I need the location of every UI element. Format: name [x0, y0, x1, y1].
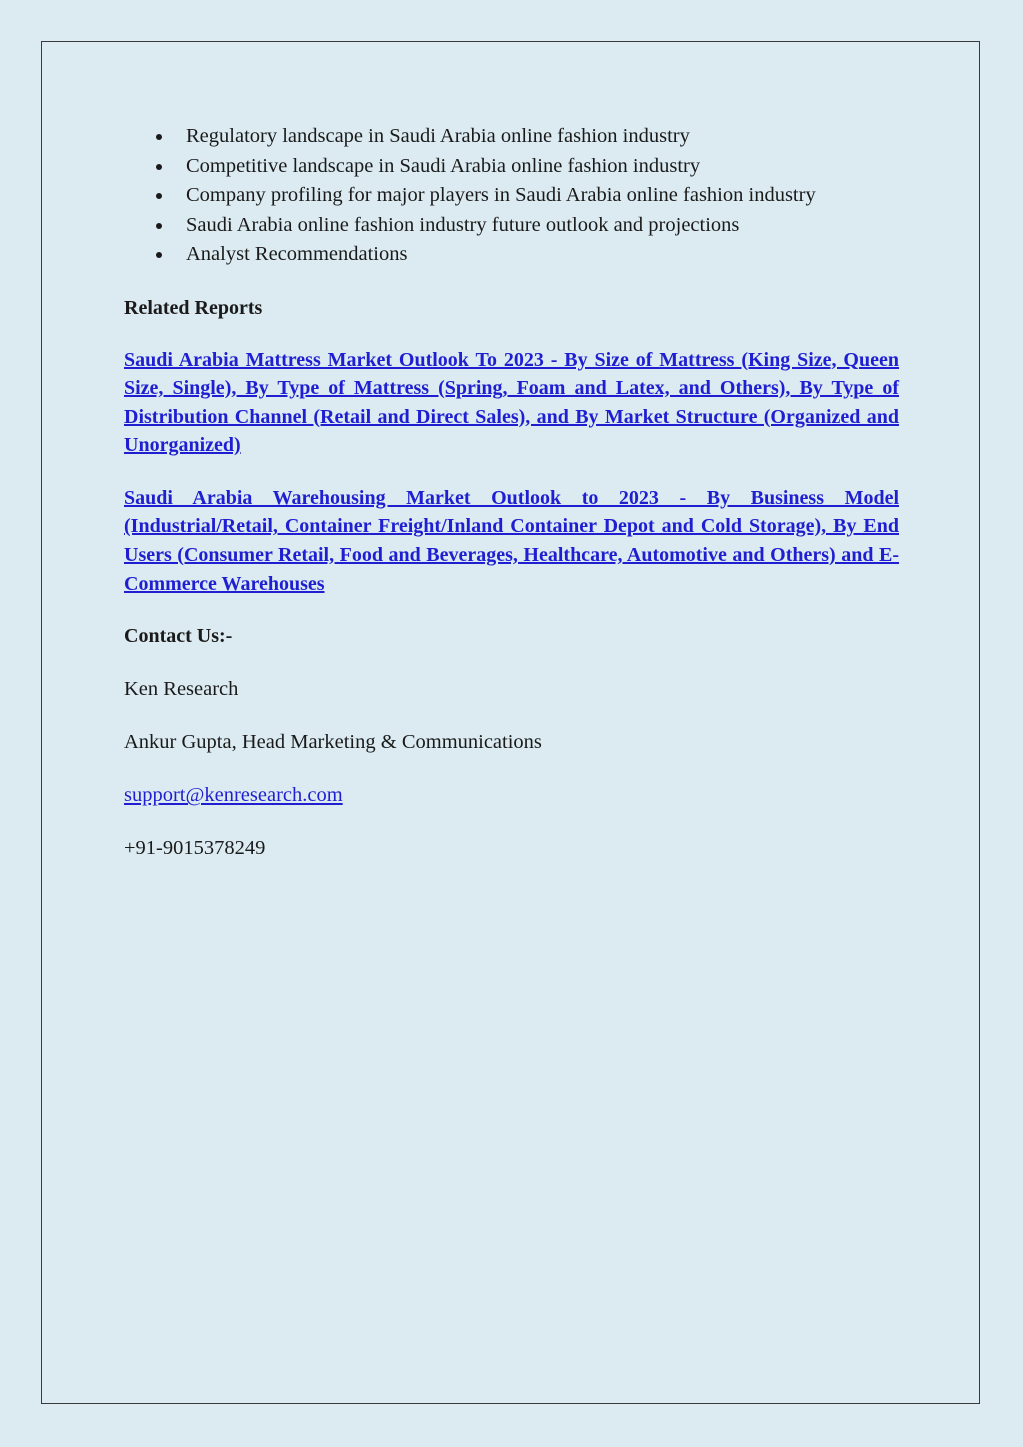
- bullet-dot-icon: [156, 252, 162, 258]
- report-link-mattress[interactable]: Saudi Arabia Mattress Market Outlook To 2023 - By Size of Mattress (King Size, Queen Size, Single), By Type of Mattress (Spring, Foam and Latex, and Others), By Type of Distribution Channel (Retail and Direct Sales), and By Market Structure (Organized and Unorganized): [124, 348, 899, 457]
- document-content: [124, 122, 899, 862]
- bullet-text: Company profiling for major players in Saudi Arabia online fashion industry: [186, 184, 816, 206]
- bullet-dot-icon: [156, 164, 162, 170]
- contact-person: Ankur Gupta, Head Marketing & Communications: [124, 731, 542, 754]
- bullet-dot-icon: [156, 193, 162, 199]
- bullet-dot-icon: [156, 223, 162, 229]
- bullet-list: [124, 122, 899, 270]
- company-name: Ken Research: [124, 678, 239, 701]
- bullet-text: Competitive landscape in Saudi Arabia online fashion industry: [186, 154, 701, 177]
- bullet-item: [124, 211, 899, 241]
- report-link-warehousing[interactable]: Saudi Arabia Warehousing Market Outlook to 2023 - By Business Model (Industrial/Retail, Container Freight/Inland Container Depot and Cold Storage), By End Users (Consumer Retail, Food and Beverages, Healthcare, Automotive and Others) and E-Commerce Warehouses: [124, 486, 899, 595]
- phone-number: +91-9015378249: [124, 837, 266, 860]
- bullet-text: Saudi Arabia online fashion industry future outlook and projections: [186, 213, 740, 236]
- bullet-dot-icon: [156, 134, 162, 140]
- bullet-text: Analyst Recommendations: [186, 243, 408, 265]
- bullet-item: [124, 240, 899, 270]
- bullet-text: Regulatory landscape in Saudi Arabia online fashion industry: [186, 125, 690, 147]
- contact-heading: Contact Us:-: [124, 625, 233, 648]
- bullet-item: [124, 152, 899, 182]
- bullet-item: [124, 122, 899, 152]
- related-reports-heading: Related Reports: [124, 296, 263, 319]
- email-link[interactable]: support@kenresearch.com: [124, 784, 343, 807]
- bullet-item: [124, 181, 899, 211]
